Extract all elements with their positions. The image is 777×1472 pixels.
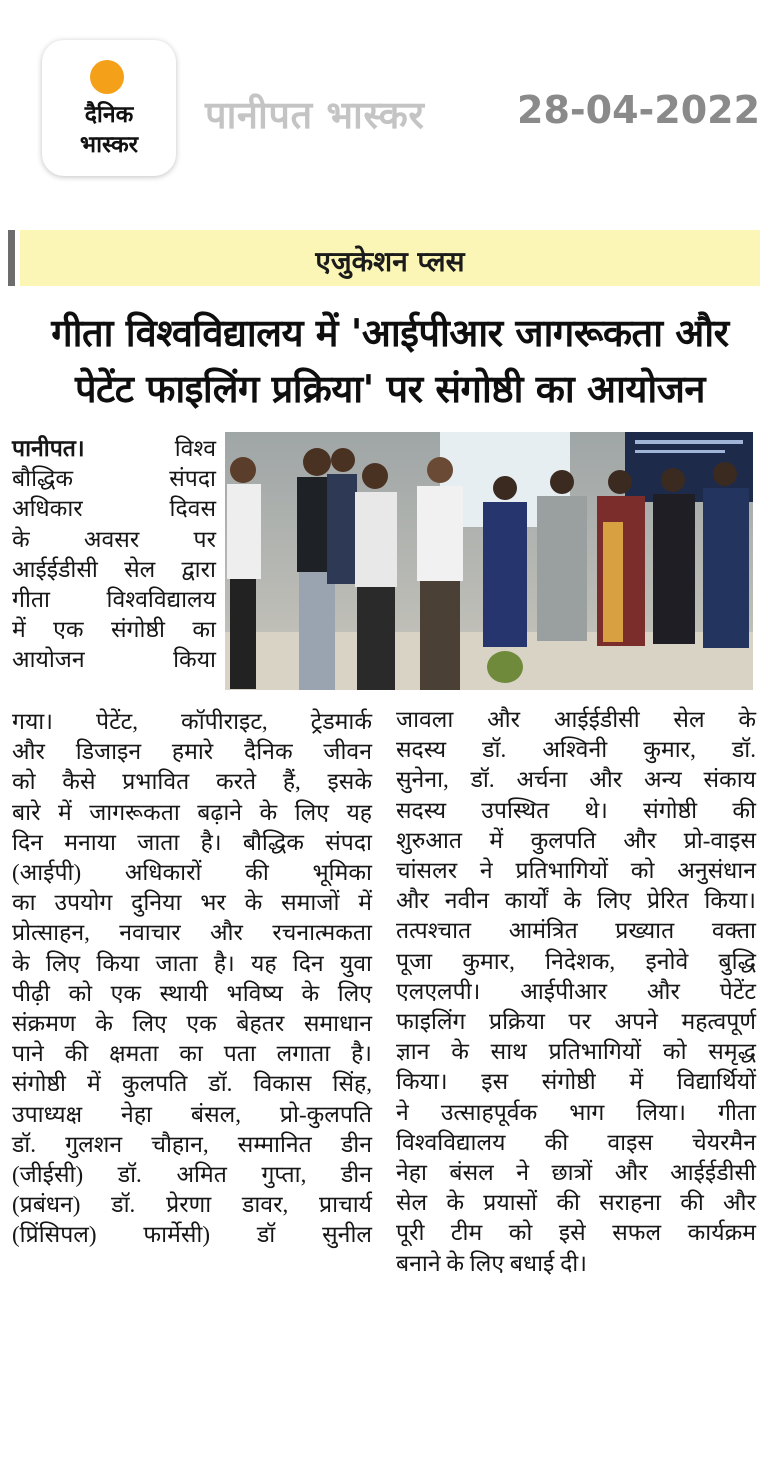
text-line: (जीईसी) डॉ. अमित गुप्ता, डीन <box>12 1162 372 1188</box>
text-line: सदस्य उपस्थित थे। संगोष्ठी की <box>396 797 756 823</box>
text-line: ज्ञान के साथ प्रतिभागियों को समृद्ध <box>396 1039 756 1065</box>
logo-line-1: दैनिक <box>84 102 134 128</box>
text-line: आईईडीसी सेल द्वारा <box>12 556 216 582</box>
text-line: फाइलिंग प्रक्रिया पर अपने महत्वपूर्ण <box>396 1009 756 1035</box>
text-line: और नवीन कार्यों के लिए प्रेरित किया। <box>396 888 756 914</box>
text-line: संगोष्ठी में कुलपति डॉ. विकास सिंह, <box>12 1071 372 1097</box>
text-line: (आईपी) अधिकारों की भूमिका <box>12 860 372 886</box>
article-left-column <box>12 707 372 1251</box>
text-line: आयोजन किया <box>12 647 216 673</box>
text-line: पीढ़ी को एक स्थायी भविष्य के लिए <box>12 980 372 1006</box>
text-line: को कैसे प्रभावित करते हैं, इसके <box>12 769 372 795</box>
text-line: दिन मनाया जाता है। बौद्धिक संपदा <box>12 829 372 855</box>
dateline: पानीपत। <box>12 436 85 461</box>
text-line: (प्रिंसिपल) फार्मेसी) डॉ सुनील <box>12 1222 372 1248</box>
text-line: तत्पश्चात आमंत्रित प्रख्यात वक्ता <box>396 918 756 944</box>
text-line: सुनेना, डॉ. अर्चना और अन्य संकाय <box>396 767 756 793</box>
text-line: पूरी टीम को इसे सफल कार्यक्रम <box>396 1220 756 1246</box>
text-line: में एक संगोष्ठी का <box>12 617 216 643</box>
section-title: एजुकेशन प्लस <box>315 245 465 278</box>
text-line: सदस्य डॉ. अश्विनी कुमार, डॉ. <box>396 737 756 763</box>
text-line: शुरुआत में कुलपति और प्रो-वाइस <box>396 827 756 853</box>
text-line: के अवसर पर <box>12 526 216 552</box>
text-line: बौद्धिक संपदा <box>12 466 216 492</box>
text-line: अधिकार दिवस <box>12 496 216 522</box>
logo-line-2: भास्कर <box>79 132 139 158</box>
headline-line-2: पेटेंट फाइलिंग प्रक्रिया' पर संगोष्ठी का आयोजन <box>74 367 706 411</box>
headline-line-1: गीता विश्वविद्यालय में 'आईपीआर जागरूकता और <box>51 311 729 355</box>
text-line: चांसलर ने प्रतिभागियों को अनुसंधान <box>396 858 756 884</box>
article-intro <box>12 434 216 676</box>
text-line: उपाध्यक्ष नेहा बंसल, प्रो-कुलपति <box>12 1101 372 1127</box>
text-line: का उपयोग दुनिया भर के समाजों में <box>12 890 372 916</box>
text-line: (प्रबंधन) डॉ. प्रेरणा डावर, प्राचार्य <box>12 1192 372 1218</box>
text-line: सेल के प्रयासों की सराहना की और <box>396 1190 756 1216</box>
text-line: जावला और आईईडीसी सेल के <box>396 707 756 732</box>
dainik-bhaskar-logo[interactable] <box>42 40 176 176</box>
text-line: पूजा कुमार, निदेशक, इनोवे बुद्धि <box>396 948 756 974</box>
text-line: और डिजाइन हमारे दैनिक जीवन <box>12 739 372 765</box>
text-line: गया। पेटेंट, कॉपीराइट, ट्रेडमार्क <box>12 709 372 734</box>
text-line: एलएलपी। आईपीआर और पेटेंट <box>396 978 756 1004</box>
text-line: के लिए किया जाता है। यह दिन युवा <box>12 950 372 976</box>
text-line: डॉ. गुलशन चौहान, सम्मानित डीन <box>12 1131 372 1157</box>
text-line: गीता विश्वविद्यालय <box>12 587 216 613</box>
section-bar <box>8 230 15 286</box>
sun-icon <box>90 60 124 94</box>
text-line: प्रोत्साहन, नवाचार और रचनात्मकता <box>12 920 372 946</box>
text-line: ने उत्साहपूर्वक भाग लिया। गीता <box>396 1099 756 1125</box>
article-right-column <box>396 705 756 1279</box>
text-line: किया। इस संगोष्ठी में विद्यार्थियों <box>396 1069 756 1095</box>
text-line: बारे में जागरूकता बढ़ाने के लिए यह <box>12 799 372 825</box>
event-group-photo <box>225 432 753 690</box>
text-line: नेहा बंसल ने छात्रों और आईईडीसी <box>396 1160 756 1186</box>
text-line: पाने की क्षमता का पता लगाता है। <box>12 1041 372 1067</box>
dateline-row <box>12 434 216 464</box>
text-line: बनाने के लिए बधाई दी। <box>396 1250 587 1276</box>
text-line: विश्वविद्यालय की वाइस चेयरमैन <box>396 1129 756 1155</box>
first-word: विश्व <box>174 436 216 461</box>
text-line: संक्रमण के लिए एक बेहतर समाधान <box>12 1011 372 1037</box>
publication-date: 28-04-2022 <box>517 88 761 132</box>
edition-name: पानीपत भास्कर <box>205 93 425 137</box>
group-photo-image <box>225 432 753 690</box>
